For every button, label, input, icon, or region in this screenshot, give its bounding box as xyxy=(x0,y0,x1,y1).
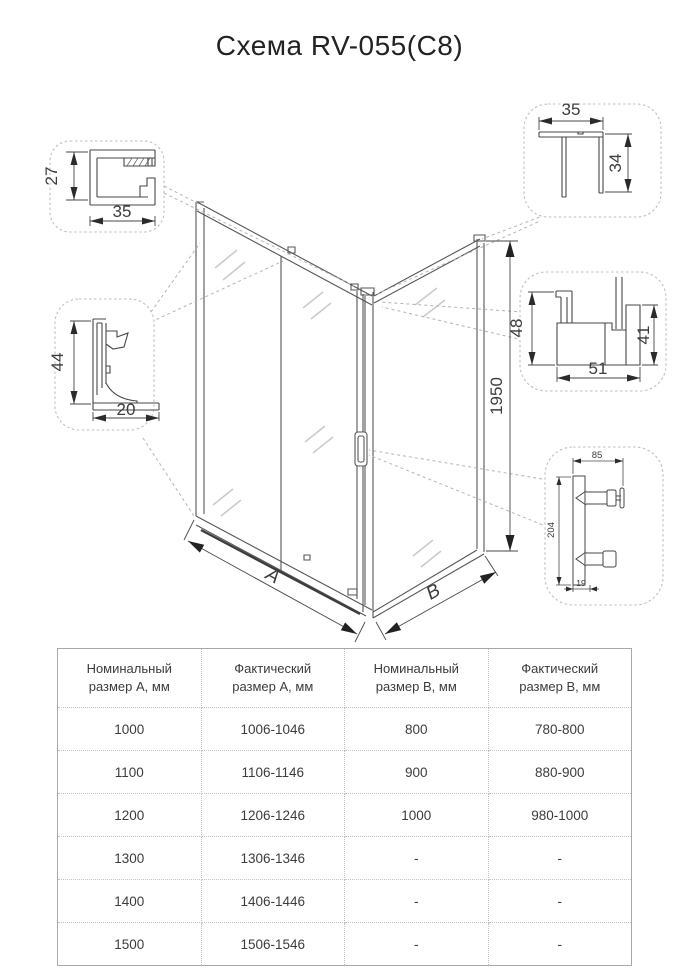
cell-actual-b: 980-1000 xyxy=(488,794,632,837)
cell-nominal-a: 1300 xyxy=(58,837,202,880)
dim-label-41: 41 xyxy=(634,325,653,345)
cell-nominal-b: - xyxy=(345,837,489,880)
cell-actual-a: 1506-1546 xyxy=(201,923,345,966)
dim-label-b: B xyxy=(422,579,444,605)
dim-label-34: 34 xyxy=(606,153,625,173)
page-title: Схема RV-055(C8) xyxy=(215,30,464,61)
size-table xyxy=(57,648,632,966)
cell-nominal-b: 800 xyxy=(345,708,489,751)
balloon-handle xyxy=(545,447,663,605)
cell-actual-b: - xyxy=(488,837,632,880)
table-row xyxy=(58,751,632,794)
col-header-nominal-a: Номинальный размер А, мм xyxy=(58,649,202,708)
cell-actual-a: 1306-1346 xyxy=(201,837,345,880)
cell-nominal-a: 1200 xyxy=(58,794,202,837)
cell-nominal-b: - xyxy=(345,880,489,923)
col-header-actual-a: Фактический размер А, мм xyxy=(201,649,345,708)
table-row xyxy=(58,794,632,837)
glass-shine-marks xyxy=(213,250,445,567)
dim-label-44: 44 xyxy=(48,352,67,372)
main-dimension-arrows xyxy=(186,241,515,638)
dim-label-a: A xyxy=(262,563,284,589)
cell-actual-a: 1206-1246 xyxy=(201,794,345,837)
dim-label-51: 51 xyxy=(588,359,608,378)
dim-label-1950: 1950 xyxy=(487,377,506,415)
cell-actual-b: 880-900 xyxy=(488,751,632,794)
cell-actual-a: 1106-1146 xyxy=(201,751,345,794)
table-row xyxy=(58,708,632,751)
cell-actual-b: 780-800 xyxy=(488,708,632,751)
table-row xyxy=(58,923,632,966)
cell-nominal-b: 900 xyxy=(345,751,489,794)
cell-nominal-a: 1500 xyxy=(58,923,202,966)
cell-actual-b: - xyxy=(488,880,632,923)
col-header-actual-b: Фактический размер В, мм xyxy=(488,649,632,708)
enclosure-drawing xyxy=(196,202,485,618)
dim-label-85: 85 xyxy=(591,450,603,461)
cell-actual-b: - xyxy=(488,923,632,966)
dim-label-48: 48 xyxy=(507,318,526,338)
col-header-nominal-b: Номинальный размер В, мм xyxy=(345,649,489,708)
cell-nominal-b: - xyxy=(345,923,489,966)
cell-nominal-a: 1100 xyxy=(58,751,202,794)
dim-label-35-top: 35 xyxy=(112,202,132,221)
callout-balloons xyxy=(50,104,666,605)
main-dimensions xyxy=(184,241,518,642)
dim-label-27: 27 xyxy=(42,166,61,186)
dim-label-19: 19 xyxy=(576,578,586,588)
cell-nominal-a: 1400 xyxy=(58,880,202,923)
table-row xyxy=(58,837,632,880)
table-row xyxy=(58,880,632,923)
dim-label-35-wall: 35 xyxy=(561,100,581,119)
cell-actual-a: 1406-1446 xyxy=(201,880,345,923)
cell-actual-a: 1006-1046 xyxy=(201,708,345,751)
dim-label-20: 20 xyxy=(116,400,136,419)
size-table-header-row xyxy=(58,649,632,708)
cell-nominal-b: 1000 xyxy=(345,794,489,837)
dim-label-204: 204 xyxy=(546,522,557,538)
cell-nominal-a: 1000 xyxy=(58,708,202,751)
